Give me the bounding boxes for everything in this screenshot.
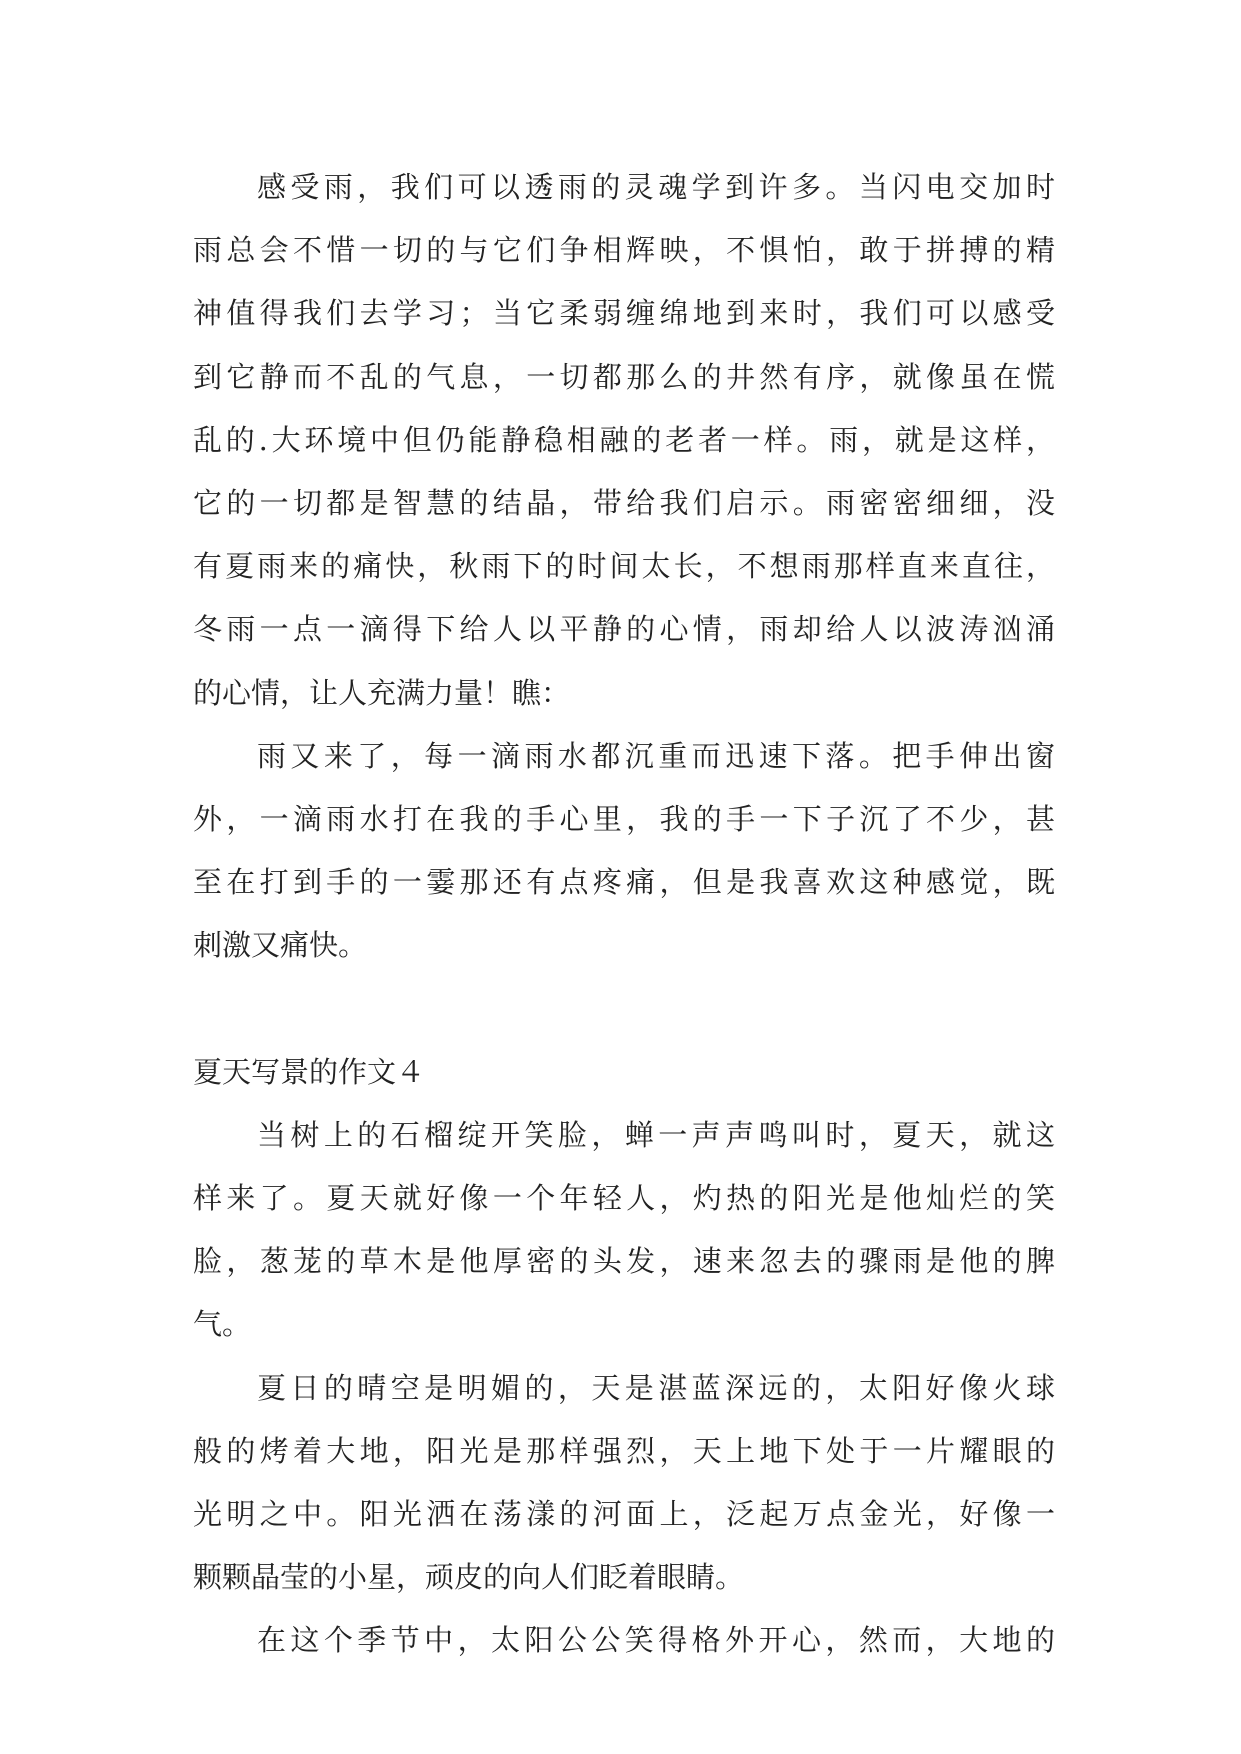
section-title: 夏天写景的作文４ bbox=[193, 1054, 426, 1089]
text-line: 光明之中。阳光洒在荡漾的河面上，泛起万点金光，好像一 bbox=[193, 1496, 1055, 1531]
text-line: 外，一滴雨水打在我的手心里，我的手一下子沉了不少，甚 bbox=[193, 801, 1055, 836]
text-line: 至在打到手的一霎那还有点疼痛，但是我喜欢这种感觉，既 bbox=[193, 865, 1055, 900]
text-line: 它的一切都是智慧的结晶，带给我们启示。雨密密细细，没 bbox=[193, 485, 1055, 520]
text-line: 脸，葱茏的草木是他厚密的头发，速来忽去的骤雨是他的脾 bbox=[193, 1244, 1055, 1279]
text-line: 般的烤着大地，阳光是那样强烈，天上地下处于一片耀眼的 bbox=[193, 1433, 1055, 1468]
paragraph-rain-2 bbox=[193, 725, 1055, 978]
document-body bbox=[193, 156, 1055, 1673]
text-line: 刺激又痛快。 bbox=[193, 928, 368, 963]
text-line: 有夏雨来的痛快，秋雨下的时间太长，不想雨那样直来直往， bbox=[193, 549, 1055, 584]
paragraph-summary-1 bbox=[193, 1104, 1055, 1357]
text-line: 在这个季节中，太阳公公笑得格外开心，然而，大地的 bbox=[257, 1623, 1055, 1658]
text-line: 颗颗晶莹的小星，顽皮的向人们眨着眼睛。 bbox=[193, 1560, 745, 1595]
text-line: 夏日的晴空是明媚的，天是湛蓝深远的，太阳好像火球 bbox=[257, 1370, 1055, 1405]
text-line: 到它静而不乱的气息，一切都那么的井然有序，就像虽在慌 bbox=[193, 359, 1055, 394]
text-line: 的心情，让人充满力量！瞧： bbox=[193, 675, 571, 710]
text-line: 雨总会不惜一切的与它们争相辉映，不惧怕，敢于拼搏的精 bbox=[193, 233, 1055, 268]
text-line: 气。 bbox=[193, 1307, 252, 1342]
blank-line bbox=[193, 977, 1055, 1040]
text-line: 样来了。夏天就好像一个年轻人，灼热的阳光是他灿烂的笑 bbox=[193, 1181, 1055, 1215]
text-line: 当树上的石榴绽开笑脸，蝉一声声鸣叫时，夏天，就这 bbox=[257, 1117, 1055, 1152]
text-line: 乱的.大环境中但仍能静稳相融的老者一样。雨，就是这样， bbox=[193, 422, 1055, 457]
text-line: 神值得我们去学习；当它柔弱缠绵地到来时，我们可以感受 bbox=[193, 296, 1055, 331]
paragraph-rain-1 bbox=[193, 156, 1055, 725]
paragraph-summary-3 bbox=[193, 1609, 1055, 1672]
text-line: 感受雨，我们可以透雨的灵魂学到许多。当闪电交加时 bbox=[257, 170, 1055, 204]
text-line: 雨又来了，每一滴雨水都沉重而迅速下落。把手伸出窗 bbox=[257, 738, 1055, 773]
paragraph-summary-2 bbox=[193, 1357, 1055, 1610]
text-line: 冬雨一点一滴得下给人以平静的心情，雨却给人以波涛汹涌 bbox=[193, 612, 1055, 647]
